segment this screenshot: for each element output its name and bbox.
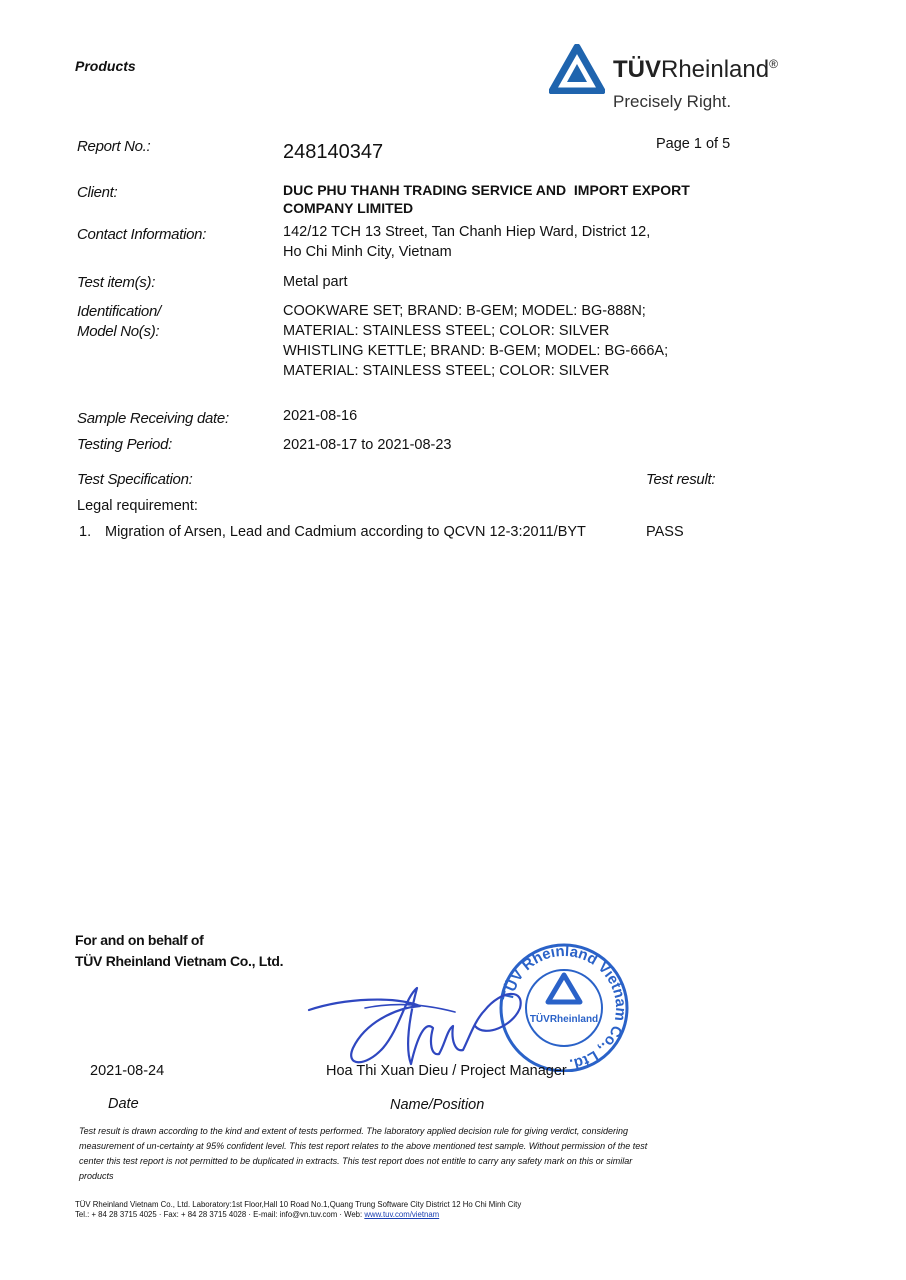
footer <box>75 1200 855 1220</box>
identification-line: MATERIAL: STAINLESS STEEL; COLOR: SILVER <box>283 363 610 379</box>
identification-label-2: Model No(s): <box>77 323 160 340</box>
date-label: Date <box>108 1096 139 1112</box>
behalf-line-1: For and on behalf of <box>75 932 204 948</box>
disclaimer-line: center this test report is not permitted to be duplicated in extracts. This test report does not entitle to carry any safety mark on this or similar <box>79 1156 633 1166</box>
testing-period: 2021-08-17 to 2021-08-23 <box>283 437 452 453</box>
receiving-date-label: Sample Receiving date: <box>77 410 229 427</box>
tuv-logo <box>549 44 829 116</box>
receiving-date: 2021-08-16 <box>283 408 358 424</box>
stamp-triangle-icon <box>548 975 580 1002</box>
footer-address: TÜV Rheinland Vietnam Co., Ltd. Laboratory:1st Floor,Hall 10 Road No.1,Quang Trung Software City District 12 Ho Chi Minh City <box>75 1200 522 1209</box>
client-label: Client: <box>77 184 118 201</box>
test-spec-label: Test Specification: <box>77 471 193 488</box>
disclaimer <box>79 1124 779 1184</box>
stamp-ring-text: TÜV Rheinland Vietnam Co., Ltd. <box>499 942 630 1072</box>
behalf-block <box>75 930 283 972</box>
website-link[interactable]: www.tuv.com/vietnam <box>364 1210 440 1219</box>
identification-label <box>77 302 161 342</box>
client-name <box>283 181 690 217</box>
footer-contact <box>75 1210 855 1220</box>
disclaimer-line: measurement of un-certainty at 95% confident level. This test report relates to the above mentioned test sample. Without permission of the test <box>79 1141 648 1151</box>
identification-values <box>283 301 668 381</box>
disclaimer-line: products <box>79 1171 114 1181</box>
test-items-label: Test item(s): <box>77 274 156 291</box>
page-number: Page 1 of 5 <box>656 136 731 152</box>
identification-line: COOKWARE SET; BRAND: B-GEM; MODEL: BG-888N; <box>283 303 646 319</box>
signature-date: 2021-08-24 <box>90 1063 165 1079</box>
contact-label: Contact Information: <box>77 226 207 243</box>
registered-mark: ® <box>769 57 778 71</box>
tuv-triangle-icon <box>549 44 605 94</box>
behalf-line-2: TÜV Rheinland Vietnam Co., Ltd. <box>75 953 284 969</box>
client-line-2: COMPANY LIMITED <box>283 200 414 216</box>
identification-label-1: Identification/ <box>77 303 161 320</box>
signature-ink <box>305 968 535 1078</box>
disclaimer-line: Test result is drawn according to the kind and extent of tests performed. The laboratory applied decision rule for giving verdict, considering <box>79 1126 628 1136</box>
signatory-name: Hoa Thi Xuan Dieu / Project Manager <box>326 1063 567 1079</box>
legal-requirement: Legal requirement: <box>77 498 198 514</box>
identification-line: WHISTLING KETTLE; BRAND: B-GEM; MODEL: BG-666A; <box>283 343 669 359</box>
tuv-tagline: Precisely Right. <box>613 92 732 111</box>
report-no-label: Report No.: <box>77 138 151 155</box>
test-result-label: Test result: <box>646 471 716 488</box>
test-items: Metal part <box>283 274 348 290</box>
test-item-number: 1. <box>79 524 92 540</box>
identification-line: MATERIAL: STAINLESS STEEL; COLOR: SILVER <box>283 323 610 339</box>
test-item-result: PASS <box>646 524 684 540</box>
test-item-text: Migration of Arsen, Lead and Cadmium according to QCVN 12-3:2011/BYT <box>105 524 586 540</box>
report-no: 248140347 <box>283 141 384 163</box>
contact-line-2: Ho Chi Minh City, Vietnam <box>283 244 452 260</box>
tuv-wordmark <box>613 56 778 84</box>
client-line-1: DUC PHU THANH TRADING SERVICE AND IMPORT EXPORT <box>283 182 690 198</box>
stamp-brand: TÜVRheinland <box>529 1014 599 1025</box>
contact-line-1: 142/12 TCH 13 Street, Tan Chanh Hiep Ward, District 12, <box>283 224 651 240</box>
footer-contact-text: Tel.: + 84 28 3715 4025 · Fax: + 84 28 3715 4028 · E-mail: info@vn.tuv.com · Web: <box>75 1210 365 1219</box>
contact-info <box>283 222 650 262</box>
tuv-wordmark-rest: Rheinland <box>661 56 770 83</box>
testing-period-label: Testing Period: <box>77 436 173 453</box>
tuv-wordmark-bold: TÜV <box>613 56 661 83</box>
name-position-label: Name/Position <box>390 1097 485 1113</box>
section-label: Products <box>75 58 136 74</box>
